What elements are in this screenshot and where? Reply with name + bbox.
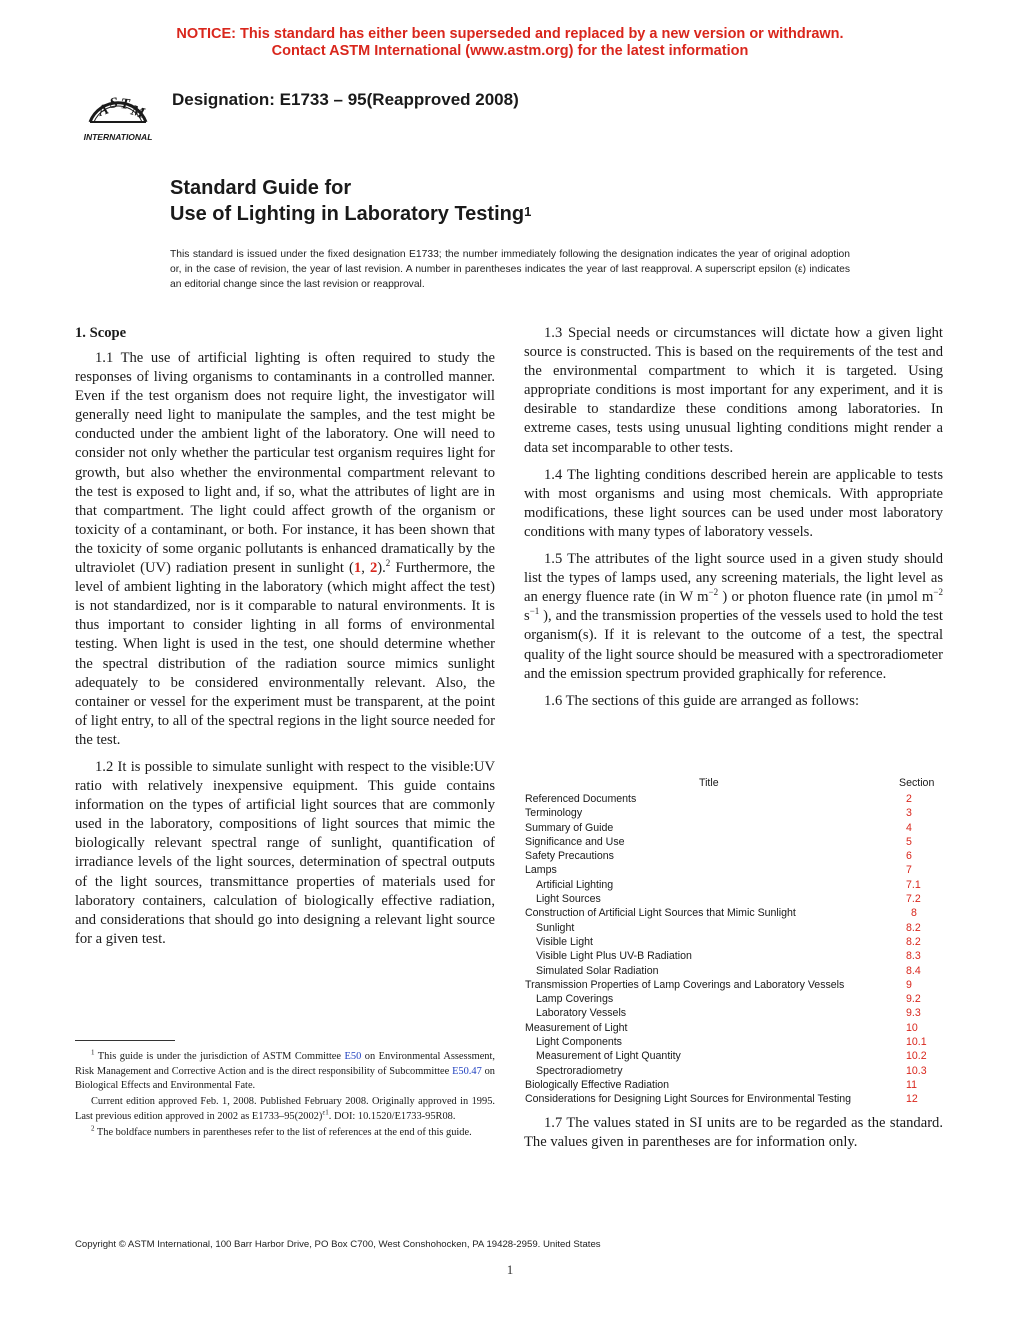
- section-link[interactable]: 9.3: [906, 1007, 921, 1020]
- section-link[interactable]: 7.2: [906, 893, 921, 906]
- intro-paragraph: This standard is issued under the fixed designation E1733; the number immediately following the designation indicates the year of original adoption or, in the case of revision, the year of last revision. A number in parentheses indicates the year of last reapproval. A superscript epsilon (ε) indicates an editorial change since the last revision or reapproval.: [170, 249, 850, 290]
- section-link[interactable]: 3: [906, 807, 912, 820]
- svg-text:T: T: [119, 96, 131, 113]
- paragraph-1-4: 1.4 The lighting conditions described herein are applicable to tests with most organisms and using most chemicals. With appropriate modifications, these light sources can be used under most laboratory conditions with many types of laboratory vessels.: [524, 466, 943, 540]
- sections-table-header: [524, 777, 944, 792]
- section-heading-scope: 1. Scope: [75, 325, 127, 341]
- paragraph-1-5: 1.5 The attributes of the light source used in a given study should list the types of lamps used, any screening materials, the light level as an energy fluence rate (in W $m^{-2}$ ) or photon fluence rate (in µmol $m^{-2}$ $s^{-1}$ ), and the transmission properties of the vessels used to hold the test organism(s). If it is relevant to the outcome of a test, the spectral quality of the light source should be measured with a spectroradiometer and the emission spectrum provided graphically for reference.: [524, 551, 943, 682]
- page-number: 1: [506, 1262, 514, 1277]
- withdrawn-notice: [0, 26, 1020, 60]
- section-link[interactable]: 2: [906, 793, 912, 805]
- section-link[interactable]: 9: [906, 978, 912, 991]
- section-link[interactable]: 6: [906, 850, 912, 863]
- title-footnote-ref[interactable]: 1: [524, 204, 532, 219]
- header-section: Section: [899, 777, 935, 789]
- subcommittee-link[interactable]: E50.47: [452, 1065, 482, 1077]
- footnote-1-edition: Current edition approved Feb. 1, 2008. Published February 2008. Originally approved in 1995. Last previous edition approved in 2002 as $E1733-95(2002)^{\varepsilon 1}$. DOI: 10.1520/E1733-95R08.: [75, 1096, 495, 1122]
- table-row: Sunlight 8.2: [536, 921, 921, 934]
- table-row: Safety Precautions 6: [525, 850, 912, 863]
- section-link[interactable]: 8.3: [906, 950, 921, 963]
- table-row: Visible Light 8.2: [536, 935, 921, 948]
- section-link[interactable]: 11: [906, 1078, 917, 1091]
- logo-subtitle: INTERNATIONAL: [83, 132, 153, 142]
- section-link[interactable]: 8: [911, 907, 917, 920]
- paragraph-1-7: 1.7 The values stated in SI units are to be regarded as the standard. The values given in parentheses are for information only.: [524, 1115, 943, 1151]
- reference-link-2[interactable]: 2: [369, 560, 378, 577]
- svg-text:M: M: [128, 102, 147, 122]
- table-row: Laboratory Vessels 9.3: [536, 1007, 921, 1020]
- footnote-1: $^1$ This guide is under the jurisdiction of ASTM Committee E50 on Environmental Assessment, Risk Management and Corrective Action and is the direct responsibility of Subcommittee E50.47 on Biological Effects and Environmental Fate.: [75, 1048, 495, 1092]
- table-row: Terminology 3: [525, 807, 912, 820]
- table-row: Measurement of Light 10: [525, 1021, 918, 1034]
- footnote-2: $^2$ The boldface numbers in parentheses refer to the list of references at the end of this guide.: [91, 1124, 472, 1138]
- footnote-divider: [75, 1040, 175, 1041]
- title-line-2: Use of Lighting in Laboratory Testing$^1$: [170, 203, 532, 225]
- section-link[interactable]: 5: [906, 835, 912, 848]
- section-link[interactable]: 10.2: [906, 1050, 927, 1063]
- section-link[interactable]: 8.4: [906, 964, 921, 977]
- paragraph-1-6: 1.6 The sections of this guide are arranged as follows:: [544, 692, 860, 709]
- document-title: [170, 175, 531, 227]
- svg-text:A: A: [96, 101, 111, 120]
- footnote-ref-2[interactable]: 2: [385, 558, 391, 569]
- right-column: [524, 324, 943, 719]
- table-row: Construction of Artificial Light Sources that Mimic Sunlight 8: [525, 907, 917, 920]
- table-row: Light Components 10.1: [536, 1036, 927, 1049]
- section-link[interactable]: 7.1: [906, 878, 921, 891]
- table-row: Lamp Coverings 9.2: [536, 993, 921, 1006]
- paragraph-1-1: 1.1 The use of artificial lighting is often required to study the responses of living organisms to contaminants in a controlled manner. Even if the test organism does not require light, the investigator will generally need light to manipulate the samples, and the test might be conducted under the ambient light of the laboratory. One will need to consider not only whether the particular test organism requires light for growth, but also whether the environmental compartment relevant to the test is exposed to light and, if so, what the attributes of light are in that compartment. The light could affect growth of the organism or toxicity of a contaminant, or both. For instance, it has been shown that the toxicity of some organic pollutants is enhanced dramatically by the ultraviolet (UV) radiation present in sunlight (1, 2).$^2$ Furthermore, the level of ambient lighting in the laboratory (which might affect the test) is not standardized, nor is it comparable to natural environments. It is thus important to consider lighting in all forms of environmental testing. When light is used in the test, one should determine whether the spectral distribution of the radiation source mimics sunlight adequately to be considered environmentally relevant. Also, the container or vessel for the experiment must be transparent, at the point of light entry, to all of the spectral regions in the light source needed for the test.: [75, 350, 496, 748]
- table-row: Light Sources 7.2: [536, 893, 921, 906]
- section-link[interactable]: 10.3: [906, 1064, 927, 1077]
- section-link[interactable]: 10.1: [906, 1036, 927, 1049]
- table-row: Spectroradiometry 10.3: [536, 1064, 927, 1077]
- section-link[interactable]: 10: [906, 1021, 918, 1034]
- section-link[interactable]: 8.2: [906, 921, 921, 934]
- astm-logo-icon: [76, 78, 160, 144]
- table-row: Considerations for Designing Light Sources for Environmental Testing 12: [525, 1093, 918, 1106]
- table-row: Significance and Use 5: [525, 835, 912, 848]
- table-row: Visible Light Plus UV-B Radiation 8.3: [536, 950, 921, 963]
- reference-link-1[interactable]: 1: [353, 560, 362, 577]
- table-row: Lamps 7: [525, 864, 912, 877]
- committee-link[interactable]: E50: [344, 1051, 362, 1062]
- paragraph-1-3: 1.3 Special needs or circumstances will dictate how a given light source is constructed. This is based on the requirements of the test and the environmental compartment to which it is targeted. Using appropriate conditions is most important for any experiment, and it is desirable to standardize these conditions among laboratories. In extreme cases, tests using unusual lighting conditions might render a data set incomparable to other tests.: [524, 325, 943, 456]
- section-link[interactable]: 7: [906, 864, 912, 877]
- header-title: Title: [699, 777, 719, 789]
- copyright-footer: Copyright © ASTM International, 100 Barr Harbor Drive, PO Box C700, West Conshohocken, PA 19428-2959. United States: [75, 1239, 601, 1250]
- sections-table: [524, 777, 944, 1107]
- section-link[interactable]: 9.2: [906, 993, 921, 1006]
- svg-text:S: S: [108, 95, 119, 112]
- left-column: [75, 324, 495, 957]
- section-link[interactable]: 4: [906, 821, 912, 834]
- notice-line-1: NOTICE: This standard has either been superseded and replaced by a new version or withdrawn.: [176, 26, 844, 42]
- designation: Designation: E1733 – 95(Reapproved 2008): [172, 90, 519, 109]
- notice-line-2: Contact ASTM International (www.astm.org) for the latest information: [271, 43, 749, 59]
- table-row: Artificial Lighting 7.1: [536, 878, 921, 891]
- table-row: Measurement of Light Quantity 10.2: [536, 1050, 927, 1063]
- section-link[interactable]: 8.2: [906, 935, 921, 948]
- table-row: Referenced Documents 2: [525, 793, 912, 805]
- paragraph-1-2: 1.2 It is possible to simulate sunlight with respect to the visible:UV ratio with relatively inexpensive equipment. This guide contains information on the types of artificial light sources that are commonly used in the laboratory, compositions of light sources that mimic the biologically relevant spectral range of sunlight, quantification of irradiance levels of the light sources, determination of spectral outputs of the light sources, transmittance properties of materials used for laboratory containers, calculation of biologically effective radiation, and considerations that should go into designing a relevant light source for a given test.: [75, 758, 495, 947]
- table-row: Simulated Solar Radiation 8.4: [536, 964, 921, 977]
- table-row: Biologically Effective Radiation 11: [525, 1078, 917, 1091]
- section-link[interactable]: 12: [906, 1093, 918, 1106]
- footnotes: [75, 1050, 495, 1141]
- title-line-1: Standard Guide for: [170, 177, 352, 199]
- table-row: Transmission Properties of Lamp Coverings and Laboratory Vessels 9: [525, 978, 912, 991]
- table-row: Summary of Guide 4: [525, 821, 912, 834]
